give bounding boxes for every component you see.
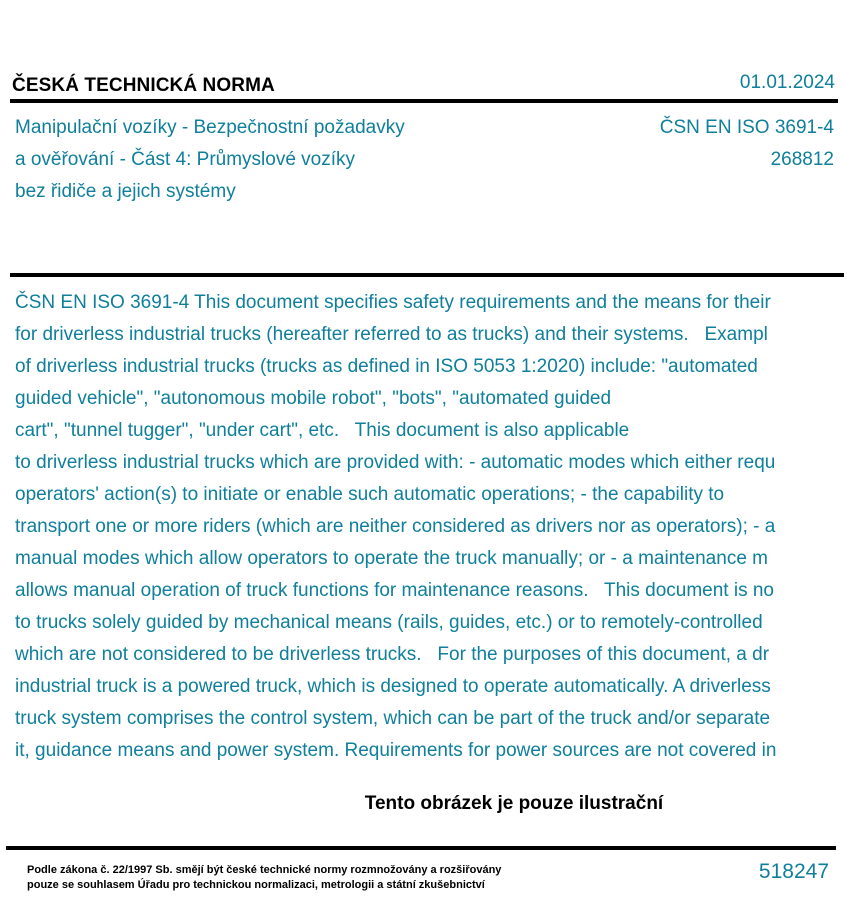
document-title-line: a ověřování - Část 4: Průmyslové vozíky: [15, 149, 356, 170]
abstract-line: to trucks solely guided by mechanical means (rails, guides, etc.) or to remotely-controlled: [15, 612, 763, 633]
legal-notice: [27, 863, 501, 893]
abstract-line: to driverless industrial trucks which are provided with: - automatic modes which either requ: [15, 452, 776, 473]
catalog-number: 268812: [770, 149, 834, 170]
document-id: 518247: [758, 860, 829, 883]
abstract-line: operators' action(s) to initiate or enable such automatic operations; - the capability to: [15, 484, 725, 505]
abstract-line: it, guidance means and power system. Requirements for power sources are not covered in: [15, 740, 777, 761]
abstract-line: truck system comprises the control system, which can be part of the truck and/or separate: [15, 708, 771, 729]
norm-title: ČESKÁ TECHNICKÁ NORMA: [12, 75, 275, 96]
document-title-line: bez řidiče a jejich systémy: [15, 181, 236, 202]
footer-divider: [6, 846, 836, 850]
document-title-line: Manipulační vozíky - Bezpečnostní požadavky: [15, 117, 405, 138]
header-divider: [10, 99, 838, 103]
abstract-line: ČSN EN ISO 3691-4 This document specifies safety requirements and the means for their: [15, 292, 771, 313]
abstract-line: for driverless industrial trucks (hereafter referred to as trucks) and their systems. Exampl: [15, 324, 768, 345]
abstract-line: cart", "tunnel tugger", "under cart", etc. This document is also applicable: [15, 420, 630, 441]
legal-notice-line: pouze se souhlasem Úřadu pro technickou normalizaci, metrologii a státní zkušebnictví: [27, 879, 485, 891]
abstract-line: of driverless industrial trucks (trucks as defined in ISO 5053 1:2020) include: "automated: [15, 356, 758, 377]
abstract-line: guided vehicle", "autonomous mobile robot", "bots", "automated guided: [15, 388, 612, 409]
abstract-line: allows manual operation of truck functions for maintenance reasons. This document is no: [15, 580, 774, 601]
illustration-note: Tento obrázek je pouze ilustrační: [364, 793, 664, 814]
abstract-line: industrial truck is a powered truck, which is designed to operate automatically. A driverless: [15, 676, 771, 697]
legal-notice-line: Podle zákona č. 22/1997 Sb. smějí být české technické normy rozmnožovány a rozšiřovány: [27, 864, 502, 876]
standard-number: ČSN EN ISO 3691-4: [659, 117, 834, 138]
abstract-line: manual modes which allow operators to operate the truck manually; or - a maintenance m: [15, 548, 768, 569]
abstract-line: which are not considered to be driverless trucks. For the purposes of this document, a dr: [15, 644, 770, 665]
abstract-text: [15, 287, 865, 767]
abstract-line: transport one or more riders (which are neither considered as drivers nor as operators); - a: [15, 516, 776, 537]
publication-date: 01.01.2024: [739, 72, 835, 93]
section-divider: [10, 273, 844, 277]
